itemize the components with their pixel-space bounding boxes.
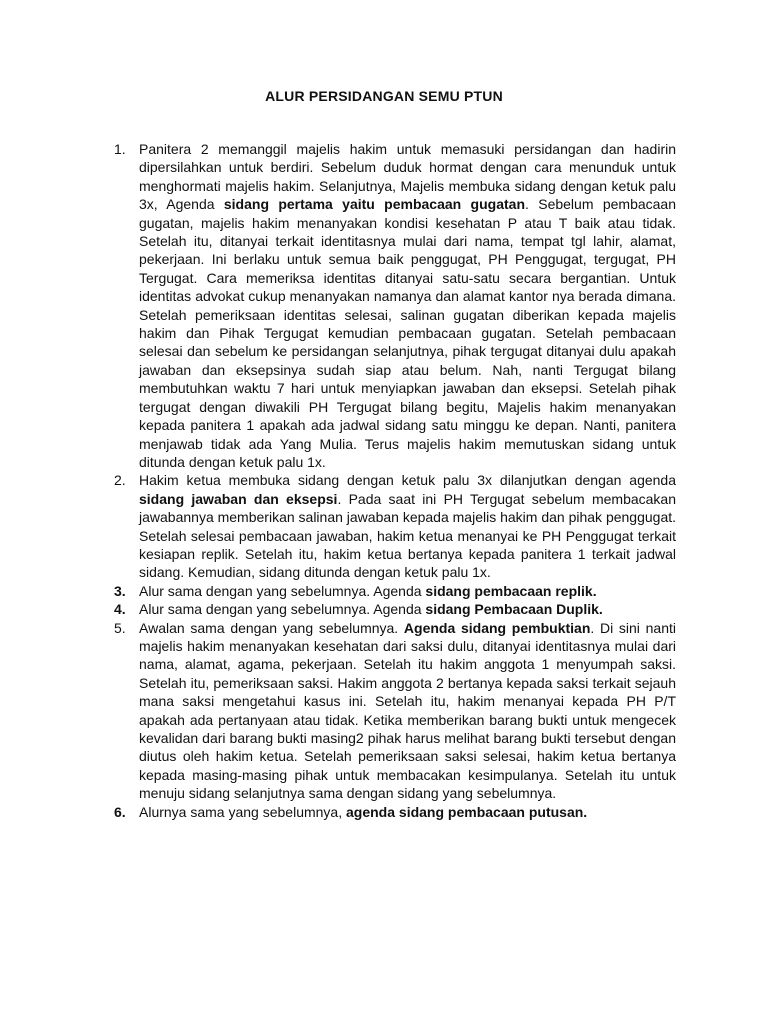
list-item <box>114 471 676 581</box>
list-item-text <box>139 600 676 618</box>
body-text: Hakim ketua membuka sidang dengan ketuk palu 3x dilanjutkan dengan agenda <box>139 472 676 489</box>
document-title: ALUR PERSIDANGAN SEMU PTUN <box>265 88 503 104</box>
body-text: Alur sama dengan yang sebelumnya. Agenda <box>139 601 426 618</box>
body-text: . Di sini nanti majelis hakim menanyakan kesehatan dari saksi dulu, ditanyai identitasnya mulai dari nama, alamat, agama, pekerjaan. Setelah itu hakim anggota 1 menyumpah saksi. Setelah itu, pemeriksaan saksi. Hakim anggota 2 bertanya kepada saksi terkait sejauh mana saksi mengetahui kasus ini. Setelah itu, hakim menanyai kepada PH P/T apakah ada pertanyaan atau tidak. Ketika memberikan barang bukti untuk mengecek kevalidan dari barang bukti masing2 pihak harus melihat barang bukti tersebut dengan diutus oleh hakim ketua. Setelah pemeriksaan saksi selesai, hakim ketua bertanya kepada masing-masing pihak untuk membacakan kesimpulanya. Setelah itu untuk menuju sidang selanjutnya sama dengan sidang yang sebelumnya. <box>139 619 676 802</box>
list-item-number: 1. <box>114 141 126 157</box>
list-item <box>114 803 676 821</box>
bold-text: sidang Pembacaan Duplik. <box>425 601 603 618</box>
bold-text: sidang pembacaan replik. <box>425 582 597 599</box>
bold-text: agenda sidang pembacaan putusan. <box>346 803 588 820</box>
list-item <box>114 140 676 471</box>
list-item-number: 3. <box>114 582 126 599</box>
bold-text: sidang pertama yaitu pembacaan gugatan <box>223 196 525 213</box>
list-item <box>114 600 676 618</box>
list-item-text <box>139 471 676 581</box>
list-item <box>114 582 676 600</box>
list-item-text <box>139 582 676 600</box>
list-item <box>114 619 676 803</box>
body-text: Alur sama dengan yang sebelumnya. Agenda <box>139 582 426 599</box>
bold-text: Agenda sidang pembuktian <box>403 619 591 636</box>
body-text: . Sebelum pembacaan gugatan, majelis hakim menanyakan kondisi kesehatan P atau T baik atau tidak. Setelah itu, ditanyai terkait identitasnya mulai dari nama, tempat tgl lahir, alamat, pekerjaan. Ini berlaku untuk semua baik penggugat, PH Penggugat, tergugat, PH Tergugat. Cara memeriksa identitas ditanyai satu-satu secara bergantian. Untuk identitas advokat cukup menanyakan namanya dan alamat kantor nya berada dimana. Setelah pemeriksaan identitas selesai, salinan gugatan diberikan kepada majelis hakim dan Pihak Tergugat kemudian pembacaan gugatan. Setelah pembacaan selesai dan sebelum ke persidangan selanjutnya, pihak tergugat ditanyai dulu apakah jawaban dan eksepsinya sudah siap atau belum. Nah, nanti Tergugat bilang membutuhkan waktu 7 hari untuk menyiapkan jawaban dan eksepsi. Setelah pihak tergugat dengan diwakili PH Tergugat bilang begitu, Majelis hakim menanyakan kepada panitera 1 apakah ada jadwal sidang satu minggu ke depan. Nanti, panitera menjawab tidak ada Yang Mulia. Terus majelis hakim memutuskan sidang untuk ditunda dengan ketuk palu 1x. <box>139 196 677 470</box>
list-item-number: 5. <box>114 619 126 636</box>
procedure-list <box>114 140 676 821</box>
list-item-text <box>139 140 676 471</box>
body-text: Alurnya sama yang sebelumnya, <box>139 803 346 820</box>
body-text: . Pada saat ini PH Tergugat sebelum membacakan jawabannya memberikan salinan jawaban kepada majelis hakim dan pihak penggugat. Setelah selesai pembacaan jawaban, hakim ketua menanyai ke PH Penggugat terkait kesiapan replik. Setelah itu, hakim ketua bertanya kepada panitera 1 terkait jadwal sidang. Kemudian, sidang ditunda dengan ketuk palu 1x. <box>139 490 677 581</box>
list-item-text <box>139 803 676 821</box>
body-text: Panitera 2 memanggil majelis hakim untuk memasuki persidangan dan hadirin dipersilahkan untuk berdiri. Sebelum duduk hormat dengan cara menunduk untuk menghormati majelis hakim. Selanjutnya, Majelis membuka sidang dengan ketuk palu 3x, Agenda <box>139 141 676 213</box>
list-item-number: 4. <box>114 601 126 618</box>
list-item-text <box>139 619 676 803</box>
bold-text: sidang jawaban dan eksepsi <box>139 490 338 507</box>
list-item-number: 6. <box>114 803 126 820</box>
list-item-number: 2. <box>114 472 126 489</box>
body-text: Awalan sama dengan yang sebelumnya. <box>139 619 404 636</box>
